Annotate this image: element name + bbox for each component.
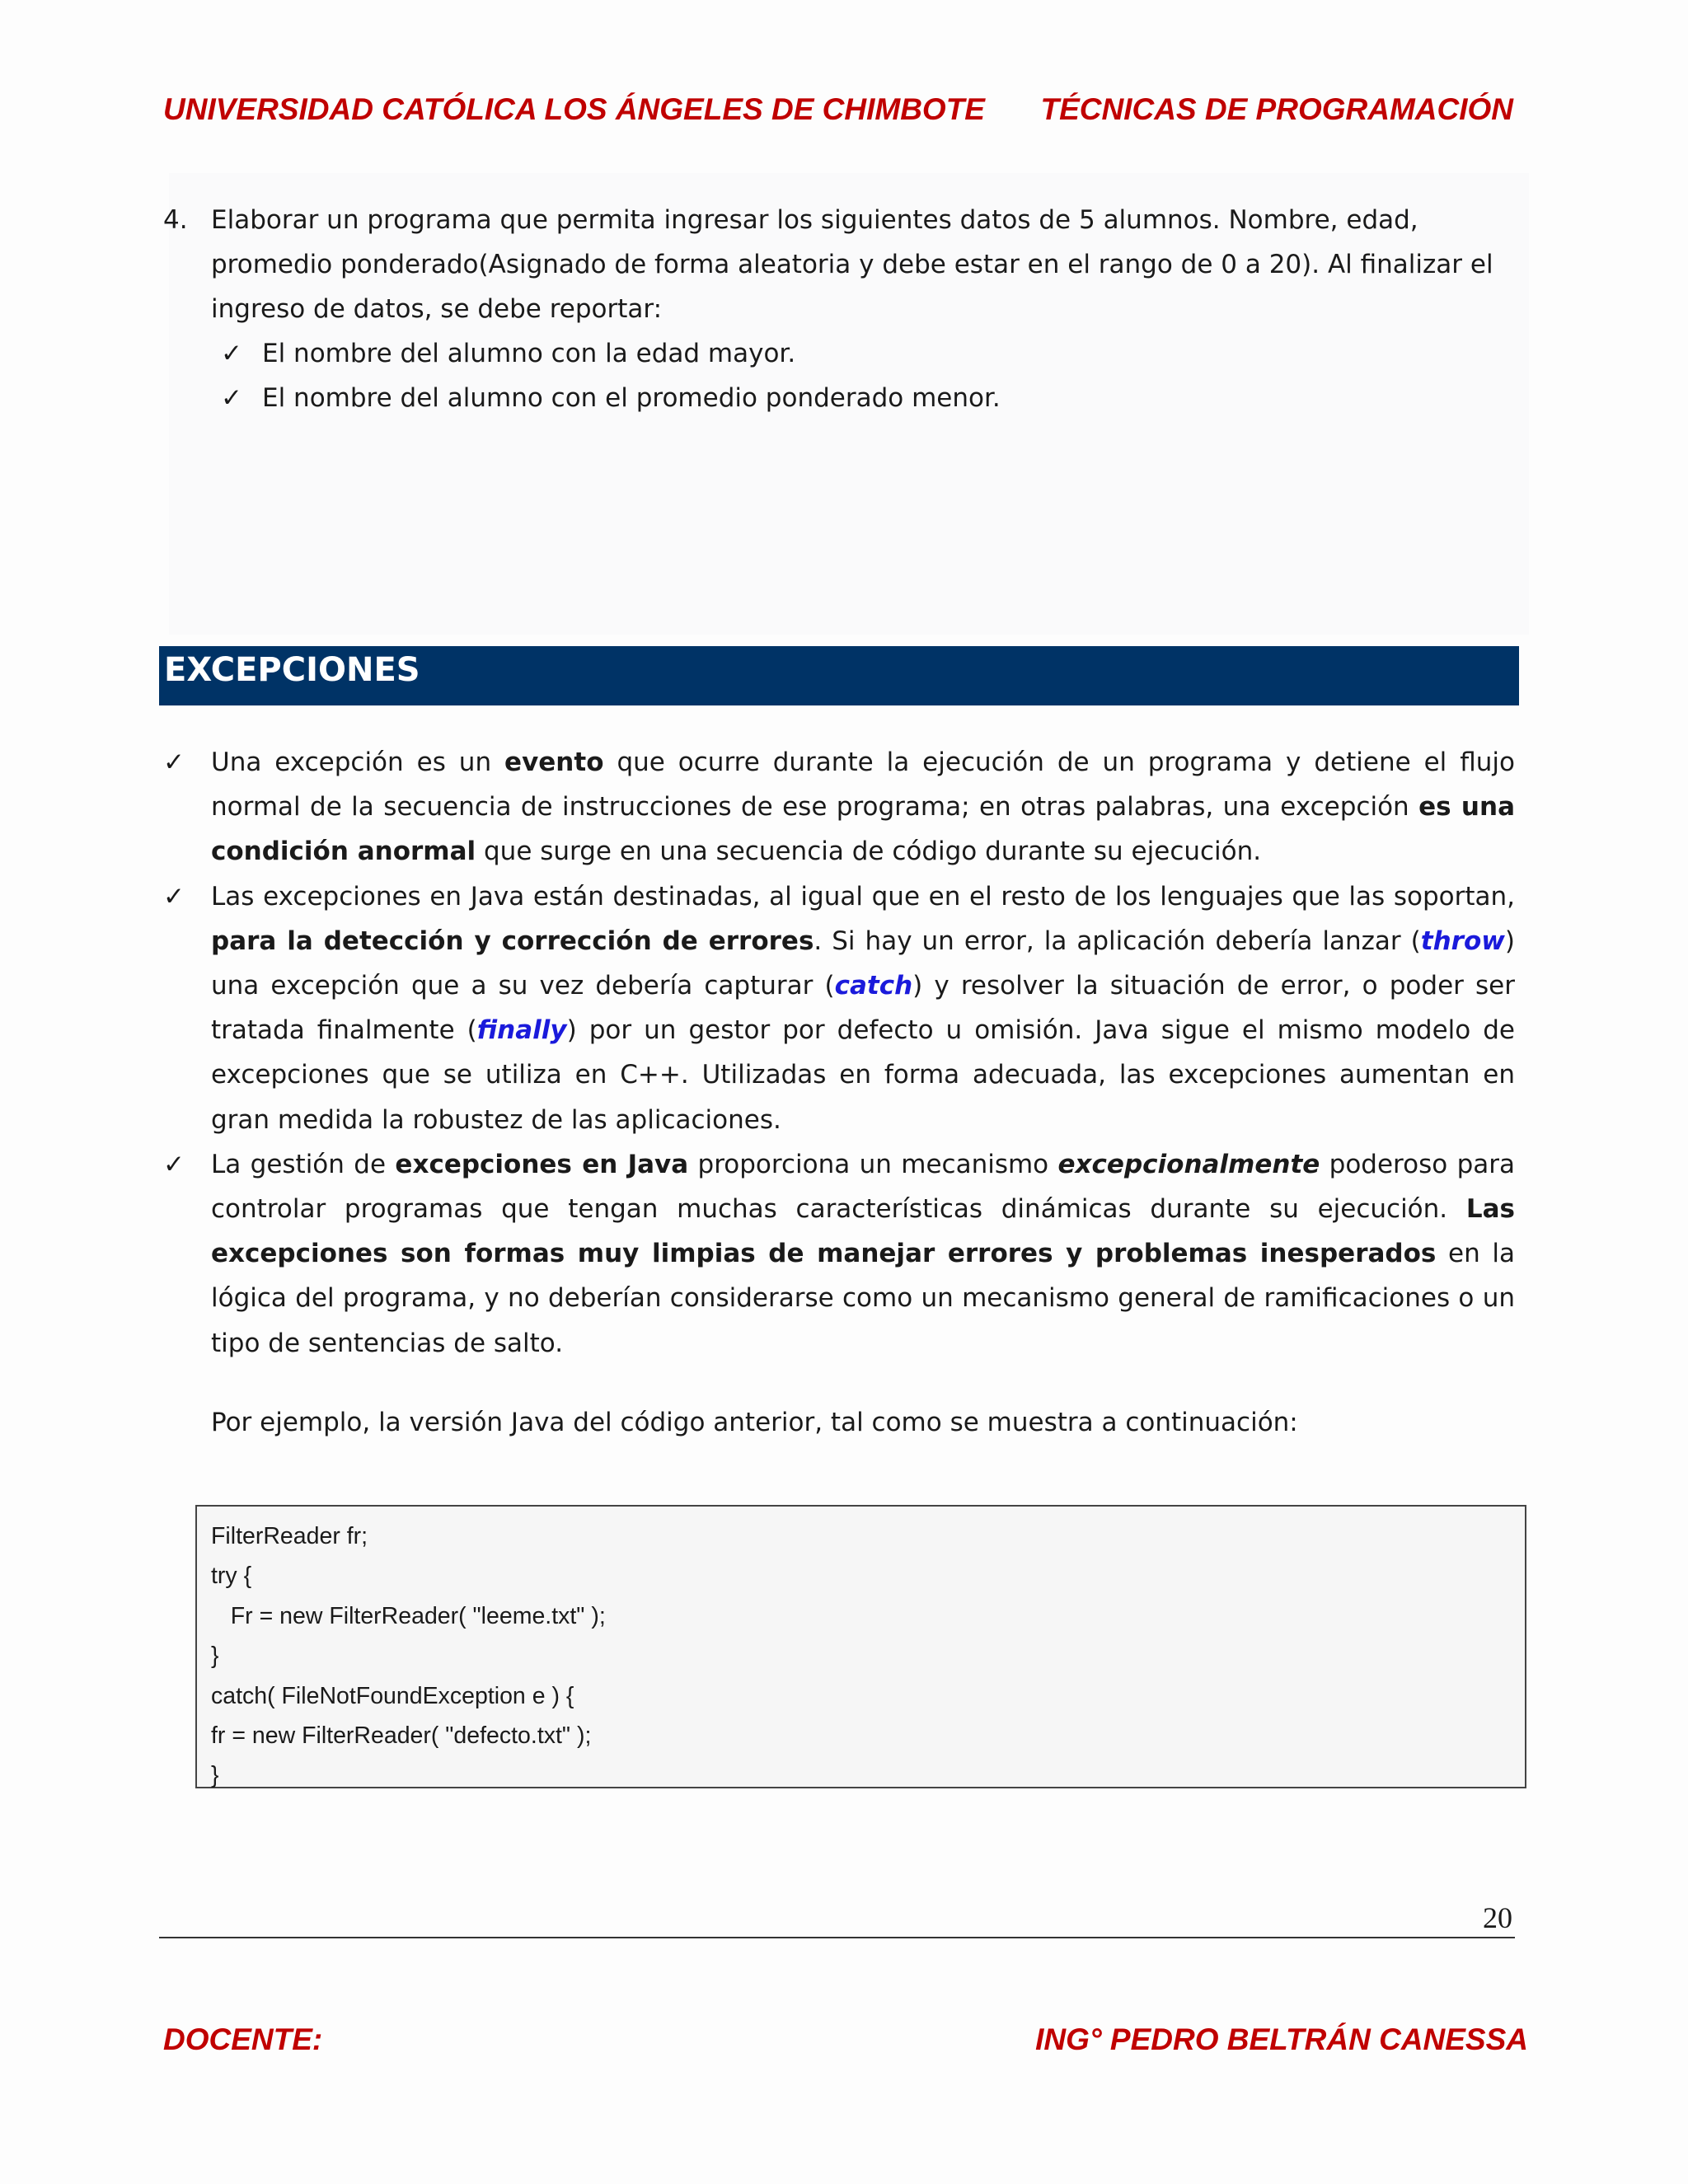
checkmark-icon: ✓ <box>163 748 185 777</box>
header-course: TÉCNICAS DE PROGRAMACIÓN <box>1040 92 1513 126</box>
footer-teacher-name: ING° PEDRO BELTRÁN CANESSA <box>1035 2022 1528 2056</box>
exercise-number: 4. <box>163 205 188 235</box>
section-header-bar <box>159 646 1519 705</box>
code-line: FilterReader fr; <box>211 1523 368 1549</box>
header-university: UNIVERSIDAD CATÓLICA LOS ÁNGELES DE CHIMBOTE <box>163 92 985 126</box>
exercise-4 <box>163 198 1515 420</box>
page-number: 20 <box>1483 1901 1512 1934</box>
example-intro: Por ejemplo, la versión Java del código anterior, tal como se muestra a continuación: <box>211 1408 1298 1437</box>
list-item: ✓ El nombre del alumno con la edad mayor. <box>163 331 1515 376</box>
keyword-throw: throw <box>1420 926 1505 956</box>
checkmark-icon: ✓ <box>221 383 242 413</box>
exceptions-bullets <box>163 740 1515 1366</box>
code-line: Fr = new FilterReader( "leeme.txt" ); <box>211 1602 606 1629</box>
code-line: } <box>211 1762 219 1789</box>
list-item: ✓ El nombre del alumno con el promedio ponderado menor. <box>163 376 1515 420</box>
section-title: EXCEPCIONES <box>164 651 420 689</box>
checkmark-icon: ✓ <box>163 1149 185 1179</box>
bullet-paragraph-2: ✓ Las excepciones en Java están destinadas, al igual que en el resto de los lenguajes que las soportan, para la detección y corrección de errores. Si hay un error, la aplicación debería lanzar (throw) una excepción que a su vez debería capturar (catch) y resolver la situación de error, o poder ser tratada finalmente (finally) por un gestor por defecto u omisión. Java sigue el mismo modelo de excepciones que se utiliza en C++. Utilizadas en forma adecuada, las excepciones aumentan en gran medida la robustez de las aplicaciones. <box>163 874 1515 1142</box>
exercise-report-list <box>163 331 1515 420</box>
code-line: } <box>211 1643 219 1670</box>
keyword-catch: catch <box>834 971 913 1001</box>
code-line: catch( FileNotFoundException e ) { <box>211 1682 574 1709</box>
footer-label: DOCENTE: <box>163 2022 323 2056</box>
exercise-text: Elaborar un programa que permita ingresar los siguientes datos de 5 alumnos. Nombre, edad, promedio ponderado(Asignado de forma aleatoria y debe estar en el rango de 0 a 20). Al finalizar el ingreso de datos, se debe reportar: <box>211 205 1493 324</box>
bullet-paragraph-3: ✓ La gestión de excepciones en Java proporciona un mecanismo excepcionalmente poderoso para controlar programas que tengan muchas características dinámicas durante su ejecución. Las excepciones son formas muy limpias de manejar errores y problemas inesperados en la lógica del programa, y no deberían considerarse como un mecanismo general de ramificaciones o un tipo de sentencias de salto. <box>163 1142 1515 1366</box>
code-line: try { <box>211 1563 252 1590</box>
checkmark-icon: ✓ <box>221 339 242 368</box>
code-line: fr = new FilterReader( "defecto.txt" ); <box>211 1722 592 1749</box>
bullet-paragraph-1: ✓ Una excepción es un evento que ocurre durante la ejecución de un programa y detiene el flujo normal de la secuencia de instrucciones de ese programa; en otras palabras, una excepción es una condición anormal que surge en una secuencia de código durante su ejecución. <box>163 740 1515 874</box>
keyword-finally: finally <box>476 1015 567 1046</box>
checkmark-icon: ✓ <box>163 881 185 912</box>
footer-divider <box>159 1937 1515 1938</box>
code-block <box>195 1505 1526 1788</box>
